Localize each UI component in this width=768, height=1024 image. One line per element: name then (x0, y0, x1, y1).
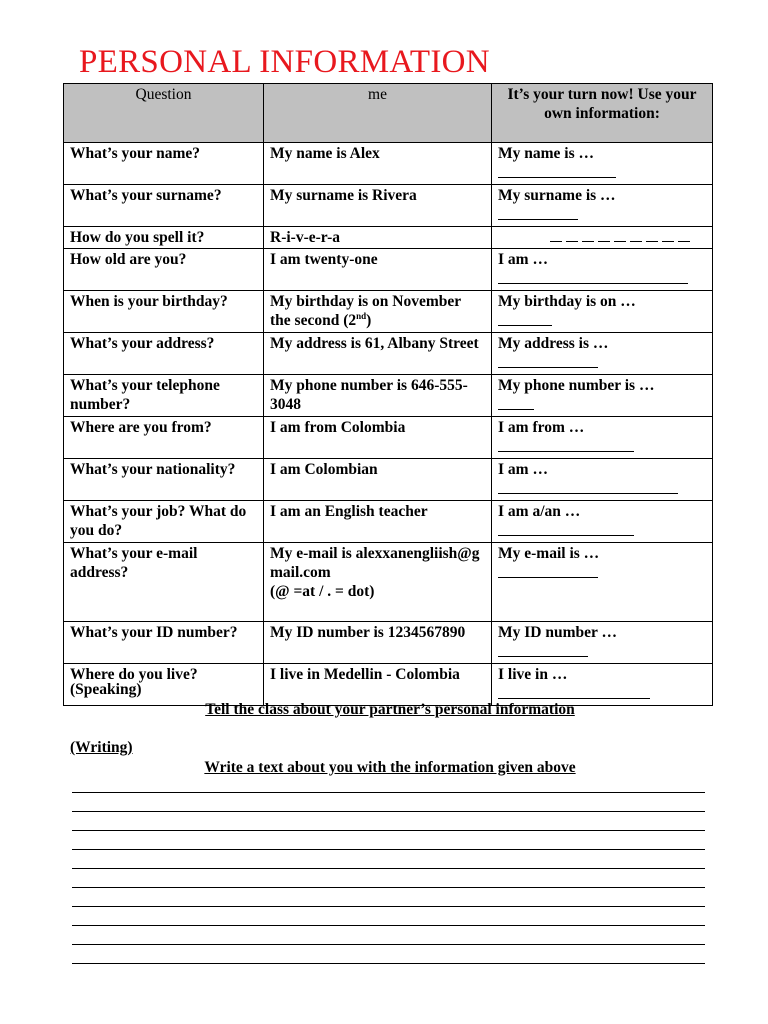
writing-line[interactable] (72, 811, 705, 812)
answer-prompt: My phone number is … (498, 377, 655, 394)
header-me: me (264, 84, 492, 143)
writing-instruction: Write a text about you with the information given above (204, 759, 576, 776)
example-answer-cell (264, 543, 492, 622)
table-row (64, 459, 713, 501)
question-cell: What’s your e-mail address? (64, 543, 264, 622)
own-answer-cell[interactable] (492, 333, 713, 375)
answer-blank-line[interactable] (498, 563, 598, 578)
answer-prompt: I am from … (498, 419, 585, 436)
question-cell: What’s your surname? (64, 185, 264, 227)
table-row (64, 417, 713, 459)
own-answer-cell[interactable] (492, 543, 713, 622)
example-answer-cell: I am from Colombia (264, 417, 492, 459)
example-answer-cell (264, 291, 492, 333)
ordinal-superscript: nd (356, 310, 367, 321)
table-row (64, 622, 713, 664)
writing-line[interactable] (72, 925, 705, 926)
own-answer-cell[interactable] (492, 291, 713, 333)
question-cell: What’s your job? What do you do? (64, 501, 264, 543)
header-your-turn: It’s your turn now! Use your own information: (492, 84, 713, 143)
table-row (64, 143, 713, 185)
table-row (64, 543, 713, 622)
answer-prompt: My birthday is on … (498, 293, 636, 310)
birthday-answer-text: My birthday is on November the second (2 (270, 293, 461, 329)
answer-prompt: My name is … (498, 145, 595, 162)
answer-prompt: My e-mail is … (498, 545, 600, 562)
own-answer-cell[interactable] (492, 622, 713, 664)
own-answer-cell[interactable] (492, 417, 713, 459)
question-cell: Where do you live? (64, 664, 264, 706)
question-cell: How do you spell it? (64, 227, 264, 249)
writing-area[interactable] (72, 792, 705, 982)
question-cell: When is your birthday? (64, 291, 264, 333)
answer-blank-line[interactable] (498, 395, 534, 410)
own-answer-cell[interactable] (492, 501, 713, 543)
table-row (64, 291, 713, 333)
email-answer-text: My e-mail is alexxanengliish@gmail.com (270, 545, 480, 581)
answer-blank-line[interactable] (498, 205, 578, 220)
writing-line[interactable] (72, 792, 705, 793)
answer-prompt: My surname is … (498, 187, 616, 204)
own-answer-cell[interactable] (492, 185, 713, 227)
table-row (64, 333, 713, 375)
answer-blank-line[interactable] (498, 642, 588, 657)
email-note: (@ =at / . = dot) (270, 583, 375, 600)
own-answer-cell[interactable] (492, 459, 713, 501)
own-answer-cell[interactable] (492, 249, 713, 291)
table-row (64, 375, 713, 417)
answer-blank-line[interactable] (498, 353, 598, 368)
writing-line[interactable] (72, 944, 705, 945)
table-header-row (64, 84, 713, 143)
writing-line[interactable] (72, 830, 705, 831)
speaking-instruction: Tell the class about your partner’s personal information (205, 701, 575, 718)
answer-prompt: My address is … (498, 335, 609, 352)
answer-prompt: My ID number … (498, 624, 617, 641)
answer-blank-line[interactable] (498, 311, 552, 326)
answer-prompt: I am a/an … (498, 503, 581, 520)
answer-blank-line[interactable] (498, 269, 688, 284)
question-cell: Where are you from? (64, 417, 264, 459)
example-answer-cell: My ID number is 1234567890 (264, 622, 492, 664)
example-answer-cell: I live in Medellin - Colombia (264, 664, 492, 706)
answer-blank-line[interactable] (498, 163, 616, 178)
example-answer-cell: R-i-v-e-r-a (264, 227, 492, 249)
closing-paren: ) (366, 312, 372, 329)
answer-prompt: I am … (498, 461, 548, 478)
table-row (64, 185, 713, 227)
example-answer-cell: My phone number is 646-555-3048 (264, 375, 492, 417)
answer-prompt: I am … (498, 251, 548, 268)
example-answer-cell: I am Colombian (264, 459, 492, 501)
example-answer-cell: My name is Alex (264, 143, 492, 185)
table-row (64, 249, 713, 291)
page-title: PERSONAL INFORMATION (79, 44, 490, 80)
example-answer-cell: I am an English teacher (264, 501, 492, 543)
question-cell: How old are you? (64, 249, 264, 291)
answer-prompt: I live in … (498, 666, 568, 683)
table-row (64, 227, 713, 249)
answer-blank-line[interactable] (498, 437, 634, 452)
speaking-label: (Speaking) (70, 681, 142, 698)
writing-line[interactable] (72, 887, 705, 888)
table-row (64, 501, 713, 543)
writing-line[interactable] (72, 906, 705, 907)
own-answer-cell[interactable] (492, 664, 713, 706)
spelling-blanks-cell[interactable] (492, 227, 713, 249)
header-question: Question (64, 84, 264, 143)
question-cell: What’s your address? (64, 333, 264, 375)
answer-blank-line[interactable] (498, 521, 634, 536)
example-answer-cell: I am twenty-one (264, 249, 492, 291)
answer-blank-line[interactable] (498, 684, 650, 699)
question-cell: What’s your nationality? (64, 459, 264, 501)
table-row (64, 664, 713, 706)
question-cell: What’s your name? (64, 143, 264, 185)
answer-blank-line[interactable] (498, 479, 678, 494)
example-answer-cell: My surname is Rivera (264, 185, 492, 227)
own-answer-cell[interactable] (492, 143, 713, 185)
writing-label: (Writing) (70, 739, 133, 756)
writing-line[interactable] (72, 868, 705, 869)
question-cell: What’s your ID number? (64, 622, 264, 664)
own-answer-cell[interactable] (492, 375, 713, 417)
writing-line[interactable] (72, 963, 705, 964)
writing-line[interactable] (72, 849, 705, 850)
question-cell: What’s your telephone number? (64, 375, 264, 417)
example-answer-cell: My address is 61, Albany Street (264, 333, 492, 375)
personal-info-table (63, 83, 713, 706)
